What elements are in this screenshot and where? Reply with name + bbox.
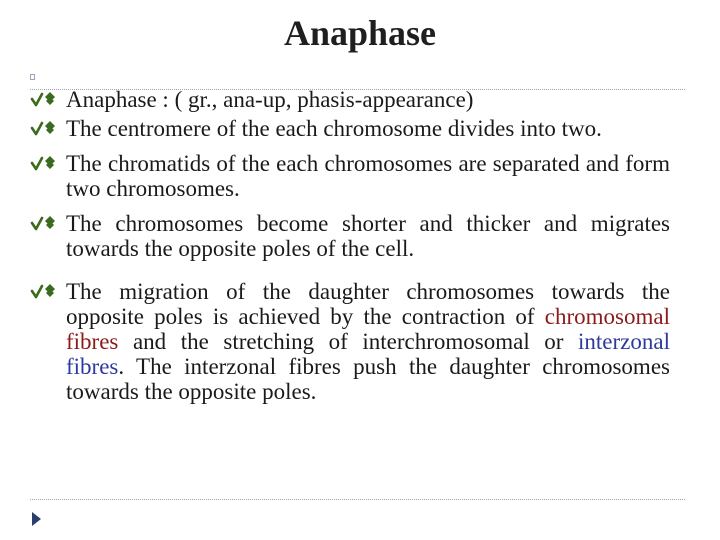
bullet-item-2 (30, 116, 670, 141)
checkmark-diamond-icon (30, 213, 64, 235)
bullet-text-part3: . The interzonal fibres push the daughter chromosomes towards the opposite poles. (66, 354, 670, 404)
corner-marker (30, 74, 35, 80)
bullet-text-part1: The migration of the daughter chromosomes towards the opposite poles is achieved by the contraction of (66, 279, 670, 329)
checkmark-diamond-icon (30, 153, 64, 175)
bullet-item-4 (30, 211, 670, 261)
slide-title: Anaphase (283, 13, 437, 53)
bullet-item-3 (30, 151, 670, 201)
bullet-item-1 (30, 87, 670, 112)
bullet-text: The chromatids of the each chromosomes are separated and form two chromosomes. (66, 151, 670, 201)
checkmark-diamond-icon (30, 281, 64, 303)
triangle-right-icon[interactable] (32, 512, 41, 526)
bullet-list (30, 87, 670, 414)
interzonal-fibres-highlight: interzonal fibres (66, 329, 670, 379)
bullet-text: The centromere of the each chromosome divides into two. (66, 116, 602, 141)
bullet-item-5 (30, 279, 670, 404)
bullet-text: Anaphase : ( gr., ana-up, phasis-appearance) (66, 87, 474, 112)
bottom-divider (30, 499, 685, 500)
bullet-text: The chromosomes become shorter and thicker and migrates towards the opposite poles of the cell. (66, 211, 670, 261)
bullet-text-part2: and the stretching of interchromosomal or (118, 329, 579, 354)
checkmark-diamond-icon (30, 118, 64, 140)
checkmark-diamond-icon (30, 89, 64, 111)
chromosomal-fibres-highlight: chromosomal fibres (66, 304, 670, 354)
